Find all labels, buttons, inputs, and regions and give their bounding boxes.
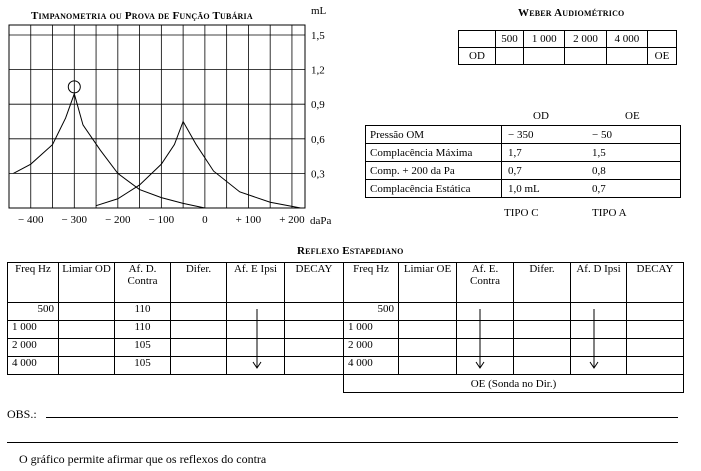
y-tick-label: 0,6 [311, 133, 325, 146]
obs-line [46, 417, 678, 418]
plot-frame [9, 25, 305, 208]
result-values [502, 144, 681, 162]
contra-cell: 110 [115, 303, 171, 321]
freq-cell: 500 [344, 303, 399, 321]
decay-cell[interactable] [627, 321, 684, 339]
bottom-text: O gráfico permite afirmar que os reflexos do contra [19, 452, 267, 466]
y-tick-label: 1,2 [311, 64, 325, 77]
obs-line-2 [7, 442, 678, 443]
x-tick-labels [18, 214, 305, 226]
results-table [365, 125, 681, 198]
chart-grid [9, 25, 305, 208]
header-af-e-ipsi: Af. E Ipsi [227, 263, 285, 303]
weber-cell[interactable] [524, 48, 565, 65]
contra-cell[interactable] [457, 303, 514, 321]
weber-cell[interactable] [565, 48, 606, 65]
results-row [366, 126, 681, 144]
y-tick-label: 0,3 [311, 168, 325, 181]
result-oe: 1,5 [592, 146, 606, 159]
limiar-cell[interactable] [399, 321, 457, 339]
result-od: 1,7 [508, 146, 522, 159]
header-af-d-contra: Af. D. Contra [115, 263, 171, 303]
result-label: Complacência Estática [366, 180, 502, 198]
tympanometry-title: Timpanometria ou Prova de Função Tubária [31, 10, 253, 22]
weber-table [458, 30, 677, 65]
result-oe: 0,8 [592, 164, 606, 177]
ipsi-cell[interactable] [227, 339, 285, 357]
footer-empty-left [8, 375, 344, 393]
x-unit-label: daPa [310, 215, 332, 227]
difer-cell[interactable] [171, 303, 227, 321]
decay-cell[interactable] [627, 303, 684, 321]
result-values [502, 180, 681, 198]
reflexo-footer-row [8, 375, 684, 393]
result-values [502, 126, 681, 144]
reflexo-row [8, 357, 684, 375]
weber-cell[interactable] [606, 48, 647, 65]
difer-cell[interactable] [171, 321, 227, 339]
weber-oe-label: OE [648, 48, 677, 65]
decay-cell[interactable] [285, 339, 344, 357]
results-row [366, 180, 681, 198]
freq-cell: 2 000 [8, 339, 59, 357]
y-unit-label: mL [311, 5, 327, 17]
freq-cell: 1 000 [8, 321, 59, 339]
header-freq-right: Freq Hz [344, 263, 399, 303]
result-oe: − 50 [592, 128, 612, 141]
difer-cell[interactable] [514, 321, 571, 339]
ipsi-cell[interactable] [227, 357, 285, 375]
freq-cell: 4 000 [8, 357, 59, 375]
limiar-cell[interactable] [59, 339, 115, 357]
difer-cell[interactable] [514, 357, 571, 375]
ipsi-cell[interactable] [571, 321, 627, 339]
reflexo-table [7, 262, 684, 393]
result-od: 1,0 mL [508, 182, 540, 195]
header-limiar-oe: Limiar OE [399, 263, 457, 303]
x-tick-label: − 300 [61, 214, 88, 226]
freq-cell: 500 [8, 303, 59, 321]
ipsi-cell[interactable] [571, 339, 627, 357]
reflexo-row [8, 321, 684, 339]
contra-cell: 105 [115, 357, 171, 375]
decay-cell[interactable] [285, 357, 344, 375]
ipsi-cell[interactable] [227, 321, 285, 339]
result-od: − 350 [508, 128, 534, 141]
reflexo-row [8, 303, 684, 321]
difer-cell[interactable] [514, 303, 571, 321]
header-af-e-contra: Af. E. Contra [457, 263, 514, 303]
x-tick-label: − 400 [18, 214, 44, 226]
ipsi-cell[interactable] [571, 357, 627, 375]
ipsi-cell[interactable] [227, 303, 285, 321]
reflexo-title: Reflexo Estapediano [297, 245, 404, 257]
weber-freq-1000: 1 000 [524, 31, 565, 48]
result-values [502, 162, 681, 180]
weber-corner-right [648, 31, 677, 48]
freq-cell: 1 000 [344, 321, 399, 339]
difer-cell[interactable] [514, 339, 571, 357]
header-decay-left: DECAY [285, 263, 344, 303]
decay-cell[interactable] [627, 357, 684, 375]
result-label: Complacência Máxima [366, 144, 502, 162]
limiar-cell[interactable] [399, 303, 457, 321]
freq-cell: 4 000 [344, 357, 399, 375]
limiar-cell[interactable] [59, 357, 115, 375]
reflexo-row [8, 339, 684, 357]
results-oe-header: OE [625, 110, 640, 122]
footer-right-note: OE (Sonda no Dir.) [344, 375, 684, 393]
results-row [366, 162, 681, 180]
y-tick-label: 1,5 [311, 30, 325, 42]
obs-label: OBS.: [7, 407, 37, 421]
y-tick-label: 0,9 [311, 99, 325, 112]
header-af-d-ipsi: Af. D Ipsi [571, 263, 627, 303]
x-tick-label: + 200 [279, 214, 305, 226]
decay-cell[interactable] [285, 303, 344, 321]
result-label: Pressão OM [366, 126, 502, 144]
results-od-header: OD [533, 110, 549, 122]
weber-freq-4000: 4 000 [606, 31, 647, 48]
decay-cell[interactable] [285, 321, 344, 339]
header-limiar-od: Limiar OD [59, 263, 115, 303]
weber-title: Weber Audiométrico [518, 7, 625, 19]
tympanogram-chart [0, 0, 360, 235]
difer-cell[interactable] [171, 357, 227, 375]
limiar-cell[interactable] [399, 339, 457, 357]
difer-cell[interactable] [171, 339, 227, 357]
result-label: Comp. + 200 da Pa [366, 162, 502, 180]
series-line-od [13, 94, 205, 208]
y-tick-labels [311, 30, 325, 180]
header-decay-right: DECAY [627, 263, 684, 303]
series-group [13, 94, 300, 208]
weber-od-label: OD [459, 48, 496, 65]
reflexo-header-row [8, 263, 684, 303]
weber-corner-cell [459, 31, 496, 48]
limiar-cell[interactable] [59, 321, 115, 339]
weber-freq-2000: 2 000 [565, 31, 606, 48]
header-difer-right: Difer. [514, 263, 571, 303]
contra-cell[interactable] [457, 339, 514, 357]
contra-cell: 110 [115, 321, 171, 339]
freq-cell: 2 000 [344, 339, 399, 357]
header-difer-left: Difer. [171, 263, 227, 303]
result-od: 0,7 [508, 164, 522, 177]
limiar-cell[interactable] [59, 303, 115, 321]
x-tick-label: 0 [202, 214, 208, 226]
type-od: TIPO C [504, 207, 539, 219]
weber-freq-500: 500 [496, 31, 524, 48]
contra-cell[interactable] [457, 321, 514, 339]
x-tick-label: − 100 [148, 214, 175, 226]
contra-cell: 105 [115, 339, 171, 357]
results-row [366, 144, 681, 162]
x-tick-label: + 100 [235, 214, 262, 226]
limiar-cell[interactable] [399, 357, 457, 375]
type-oe: TIPO A [592, 207, 627, 219]
header-freq-left: Freq Hz [8, 263, 59, 303]
weber-cell[interactable] [496, 48, 524, 65]
decay-cell[interactable] [627, 339, 684, 357]
result-oe: 0,7 [592, 182, 606, 195]
x-tick-label: − 200 [105, 214, 131, 226]
contra-cell[interactable] [457, 357, 514, 375]
ipsi-cell[interactable] [571, 303, 627, 321]
